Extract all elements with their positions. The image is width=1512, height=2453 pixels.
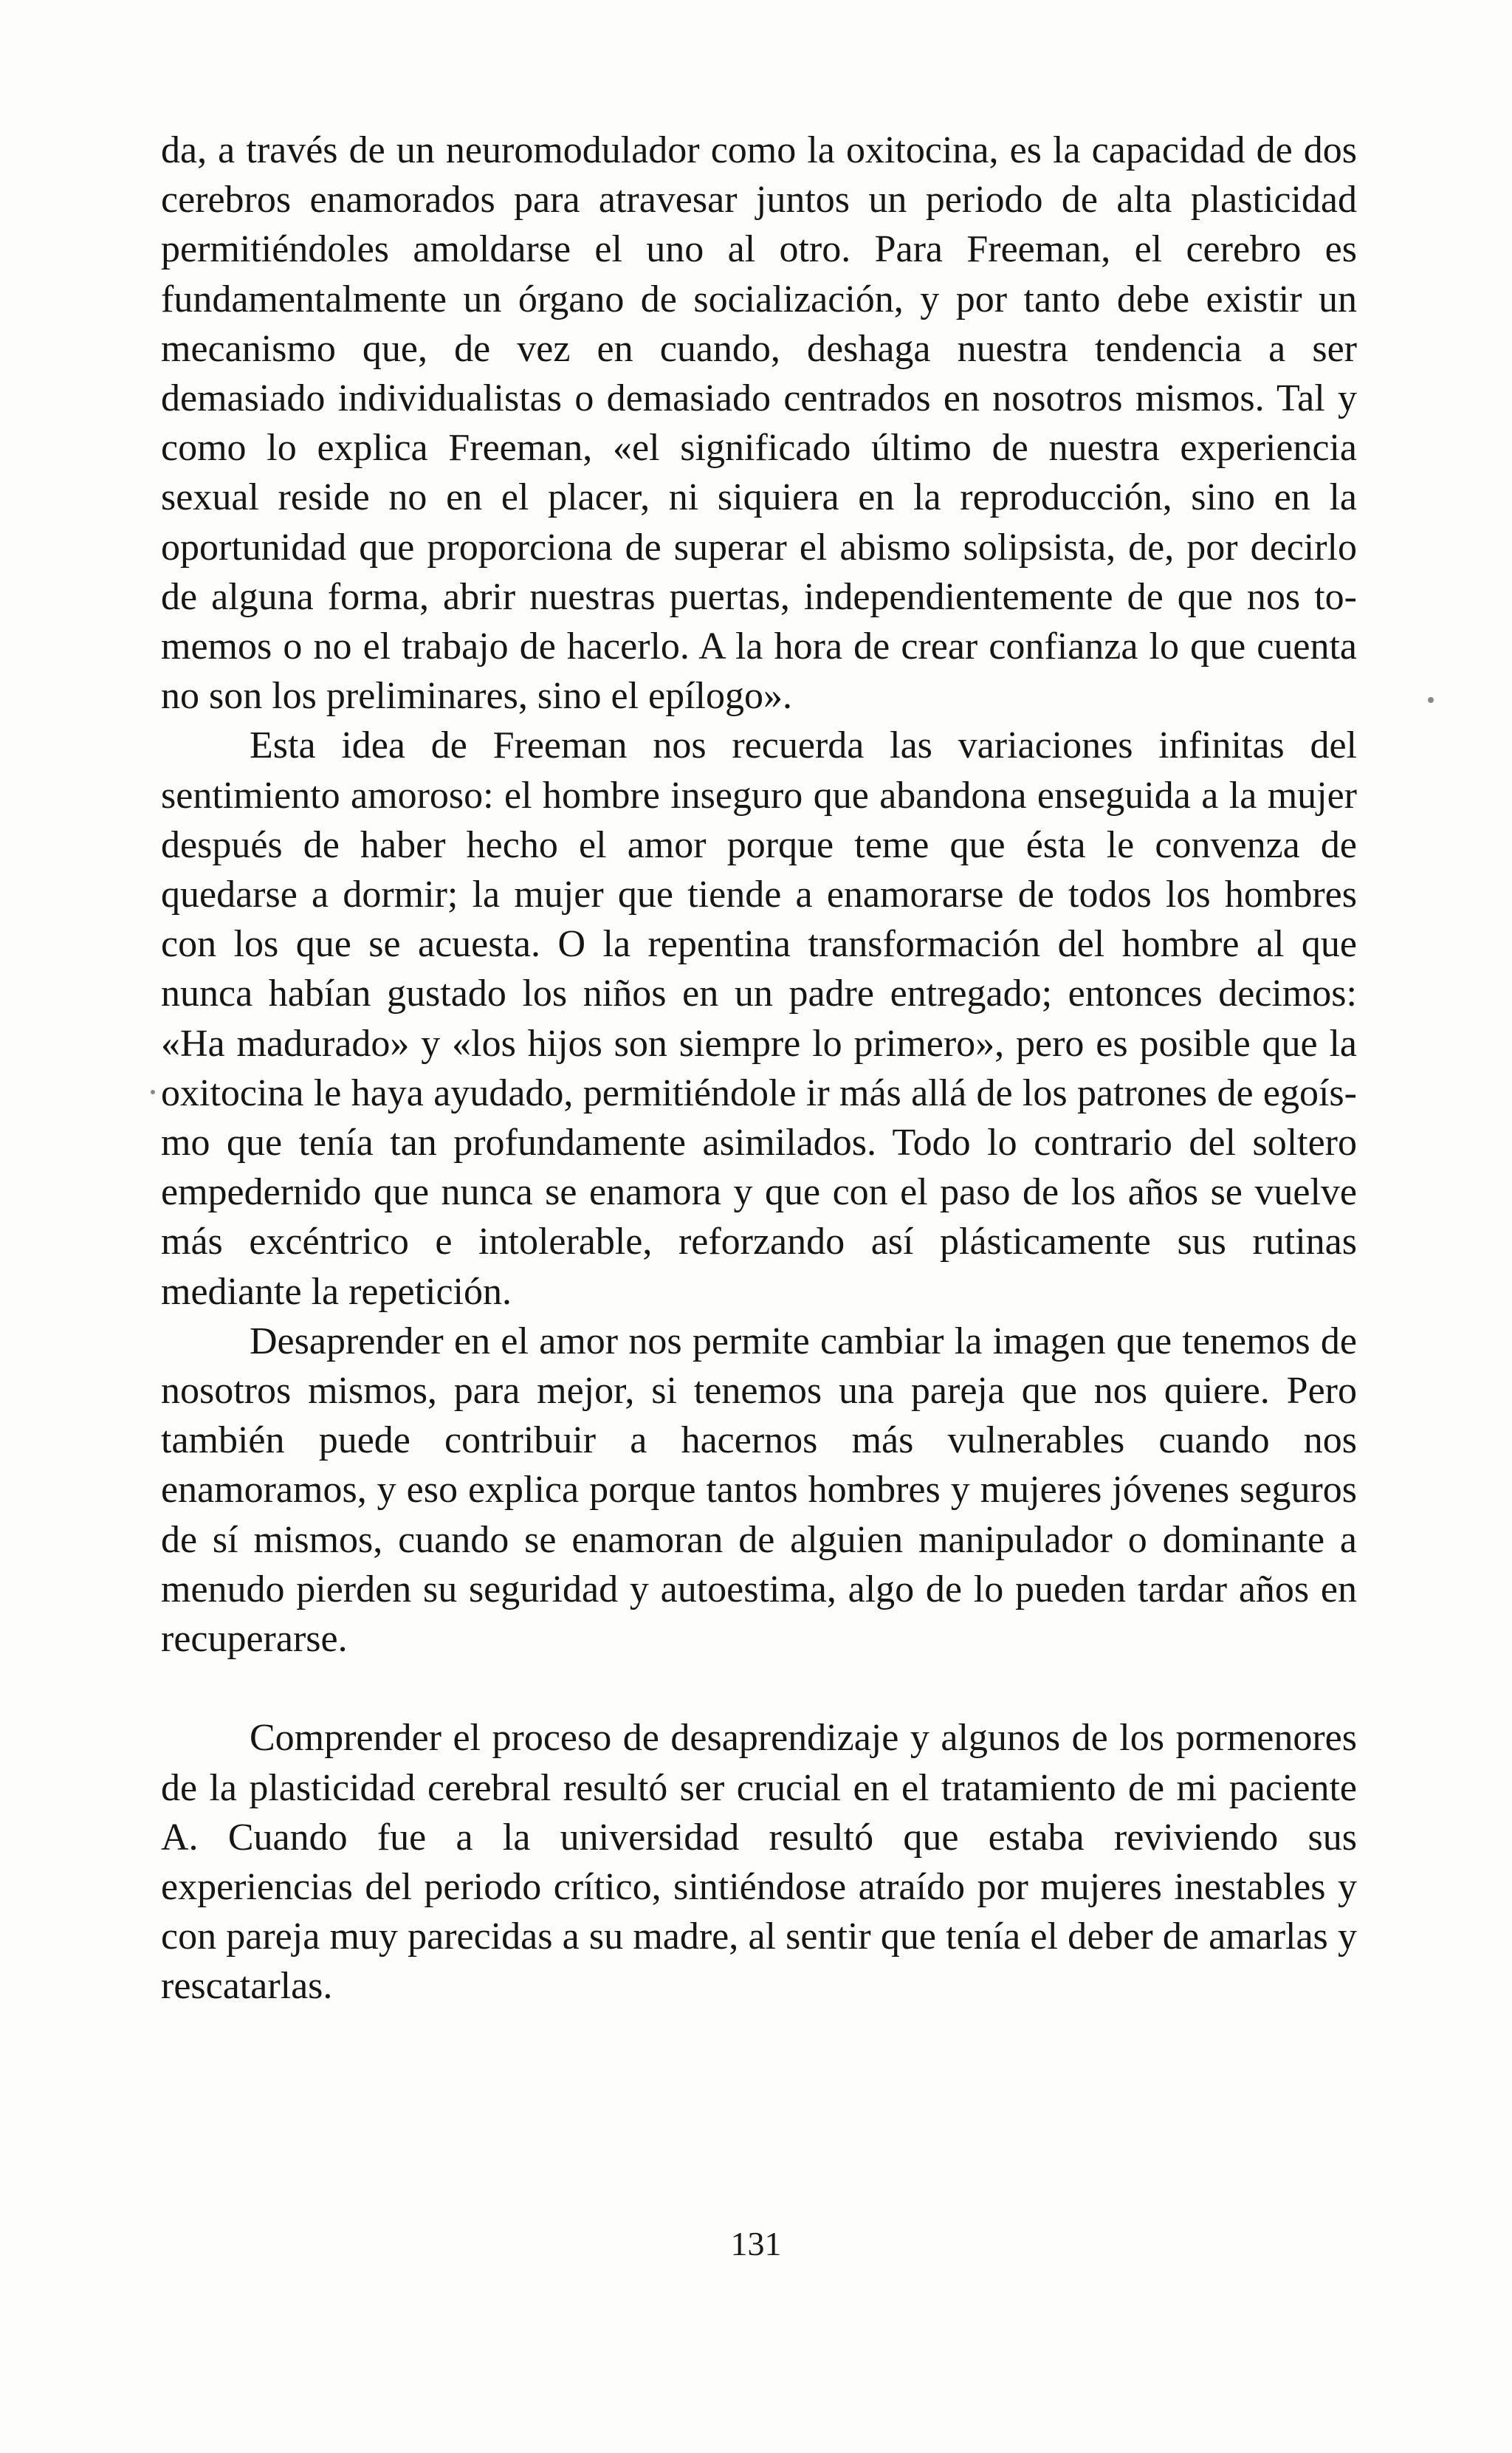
body-text [161, 126, 1357, 2011]
paragraph-2: Esta idea de Freeman nos recuerda las variaciones infinitas del sentimiento amoroso: el hombre inseguro que abandona enseguida a la mujer después de haber hecho el amor porque teme que ésta le convenza de quedarse a dormir; la mujer que tiende a enamorarse de todos los hombres con los que se acuesta. O la repentina transformación del hombre al que nunca habían gustado los niños en un padre entregado; entonces decimos: «Ha madurado» y «los hijos son siempre lo primero», pero es posible que la oxitocina le haya ayudado, permitiéndole ir más allá de los patrones de egoísmo que tenía tan profundamente asimilados. Todo lo contrario del soltero empedernido que nunca se enamora y que con el paso de los años se vuelve más excéntrico e intolerable, reforzando así plásticamente sus rutinas mediante la repetición. [161, 724, 1357, 1313]
scan-speck [151, 1090, 155, 1094]
paragraph-1: da, a través de un neuromodulador como la oxitocina, es la capacidad de dos cerebros enamorados para atravesar juntos un periodo de alta plasticidad permitiéndoles amoldarse el uno al otro. Para Freeman, el cerebro es fundamentalmente un órgano de socialización, y por tanto debe existir un mecanismo que, de vez en cuando, deshaga nuestra tendencia a ser demasiado individualistas o demasiado centrados en nosotros mismos. Tal y como lo explica Freeman, «el significado último de nuestra experiencia sexual reside no en el placer, ni siquiera en la reproducción, sino en la oportunidad que proporciona de superar el abismo solipsista, de, por decirlo de alguna forma, abrir nuestras puertas, independientemente de que nos tomemos o no el trabajo de hacerlo. A la hora de crear confianza lo que cuenta no son los preliminares, sino el epílogo». [161, 129, 1357, 718]
scan-speck [1428, 697, 1434, 703]
paragraph-3: Desaprender en el amor nos permite cambiar la imagen que tenemos de nosotros mismos, para mejor, si tenemos una pareja que nos quiere. Pero también puede contribuir a hacernos más vulnerables cuando nos enamoramos, y eso explica porque tantos hombres y mujeres jóvenes seguros de sí mismos, cuando se enamoran de alguien manipulador o dominante a menudo pierden su seguridad y autoestima, algo de lo pueden tardar años en recuperarse. [161, 1320, 1357, 1661]
paragraph-4: Comprender el proceso de desaprendizaje y algunos de los pormenores de la plasticidad cerebral resultó ser crucial en el tratamiento de mi paciente A. Cuando fue a la universidad resultó que estaba reviviendo sus experiencias del periodo crítico, sintiéndose atraído por mujeres inestables y con pareja muy parecidas a su madre, al sentir que tenía el deber de amarlas y rescatarlas. [161, 1717, 1357, 2008]
page-number: 131 [730, 2225, 782, 2262]
